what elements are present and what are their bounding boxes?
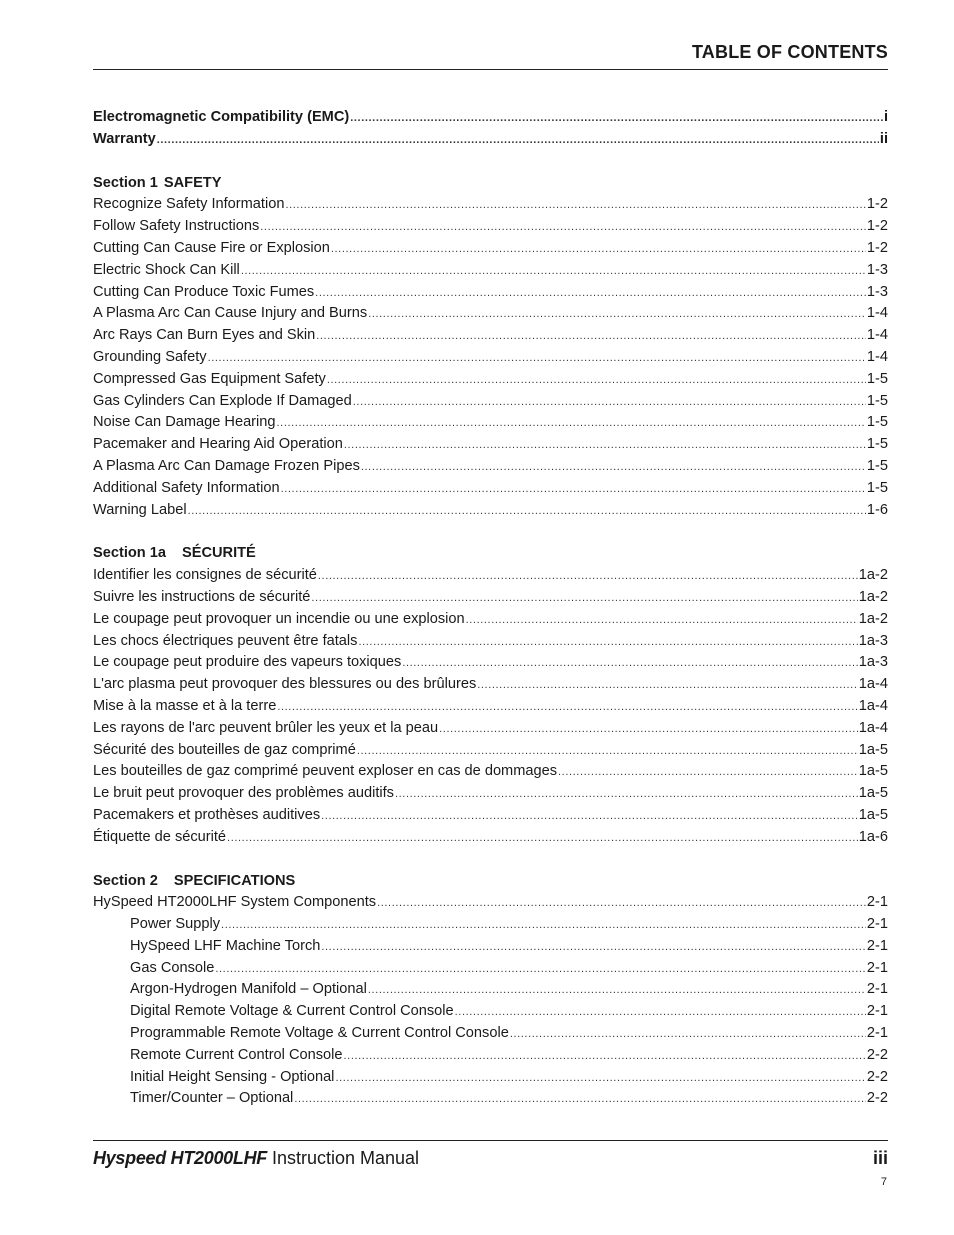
toc-entry[interactable]: [93, 347, 888, 369]
dot-leader: [311, 588, 857, 610]
dot-leader: [439, 719, 858, 741]
toc-entry[interactable]: [93, 434, 888, 456]
toc-entry-page: 1-5: [866, 392, 888, 409]
toc-entry-label: Les chocs électriques peuvent être fatals: [93, 632, 358, 649]
toc-entry-label: Recognize Safety Information: [93, 196, 285, 213]
toc-entry[interactable]: [93, 631, 888, 653]
toc-entry-page: 1a-6: [858, 828, 888, 845]
toc-entry-label: Electromagnetic Compatibility (EMC): [93, 109, 350, 125]
dot-leader: [281, 479, 866, 501]
toc-entry[interactable]: [93, 674, 888, 696]
toc-entry-page: 2-2: [866, 1046, 888, 1063]
toc-entry-page: 1a-2: [858, 567, 888, 584]
dot-leader: [353, 392, 866, 414]
toc-entry-page: 1a-2: [858, 588, 888, 605]
footer-divider: [93, 1140, 888, 1141]
toc-entry[interactable]: [93, 696, 888, 718]
toc-entry[interactable]: [93, 587, 888, 609]
toc-entry-label: Warranty: [93, 130, 156, 147]
dot-leader: [321, 937, 866, 959]
toc-entry[interactable]: [93, 456, 888, 478]
section-entries: [93, 565, 888, 848]
toc-entry-label: Cutting Can Produce Toxic Fumes: [93, 283, 315, 300]
toc-entry-label: Gas Console: [130, 959, 215, 976]
toc-entry-label: Warning Label: [93, 501, 187, 518]
toc-entry[interactable]: [93, 282, 888, 304]
toc-entry-page: 1-5: [866, 457, 888, 474]
toc-entry-label: Noise Can Damage Hearing: [93, 414, 276, 431]
toc-entry[interactable]: [93, 892, 888, 914]
toc-entry-label: Remote Current Control Console: [130, 1046, 343, 1063]
dot-leader: [466, 610, 858, 632]
toc-entry-label: Digital Remote Voltage & Current Control Console: [130, 1003, 454, 1020]
toc-entry[interactable]: [93, 740, 888, 762]
toc-entry[interactable]: [93, 391, 888, 413]
section-number: Section 1a: [93, 545, 166, 562]
toc-entry[interactable]: [93, 369, 888, 391]
section-heading: [93, 173, 888, 195]
toc-entry-label: A Plasma Arc Can Damage Frozen Pipes: [93, 457, 360, 474]
toc-entry[interactable]: [93, 1088, 888, 1110]
dot-leader: [208, 348, 866, 370]
footer-manual-label: Instruction Manual: [271, 1148, 420, 1168]
toc-entry[interactable]: [93, 805, 888, 827]
toc-entry[interactable]: [93, 478, 888, 500]
toc-entry-label: Arc Rays Can Burn Eyes and Skin: [93, 327, 316, 344]
toc-entry-label: Grounding Safety: [93, 348, 207, 365]
toc-entry-label: Compressed Gas Equipment Safety: [93, 370, 326, 387]
toc-entry-page: 1-5: [866, 414, 888, 431]
toc-entry-page: 2-1: [866, 937, 888, 954]
dot-leader: [285, 195, 865, 217]
toc-entry[interactable]: [93, 260, 888, 282]
dot-leader: [402, 653, 857, 675]
dot-leader: [377, 893, 866, 915]
toc-entry-label: HySpeed LHF Machine Torch: [130, 937, 321, 954]
toc-entry[interactable]: [93, 609, 888, 631]
toc-entry[interactable]: [93, 914, 888, 936]
toc-entry-label: Cutting Can Cause Fire or Explosion: [93, 239, 330, 256]
toc-entry-label: Initial Height Sensing - Optional: [130, 1068, 335, 1085]
toc-entry-label: Pacemakers et prothèses auditives: [93, 806, 321, 823]
toc-entry-page: ii: [879, 130, 888, 147]
toc-entry-page: 1-4: [866, 348, 888, 365]
footer-page-roman: iii: [872, 1148, 888, 1168]
toc-entry[interactable]: [93, 761, 888, 783]
toc-entry[interactable]: [93, 718, 888, 740]
toc-entry-label: Programmable Remote Voltage & Current Control Console: [130, 1025, 509, 1042]
toc-entry[interactable]: [93, 107, 888, 129]
toc-entry[interactable]: [93, 979, 888, 1001]
toc-entry[interactable]: [93, 325, 888, 347]
toc-entry-page: 2-1: [866, 981, 888, 998]
toc-entry[interactable]: [93, 1067, 888, 1089]
toc-entry-page: 1a-4: [858, 676, 888, 693]
toc-entry-label: A Plasma Arc Can Cause Injury and Burns: [93, 305, 368, 322]
toc-entry[interactable]: [93, 1001, 888, 1023]
toc-entry[interactable]: [93, 412, 888, 434]
section-name: SÉCURITÉ: [182, 545, 256, 562]
dot-leader: [318, 566, 858, 588]
dot-leader: [260, 217, 866, 239]
toc-entry[interactable]: [93, 827, 888, 849]
toc-entry-label: L'arc plasma peut provoquer des blessures ou des brûlures: [93, 676, 477, 693]
toc-entry-label: Les bouteilles de gaz comprimé peuvent exploser en cas de dommages: [93, 763, 558, 780]
toc-entry-label: Identifier les consignes de sécurité: [93, 567, 317, 584]
toc-entry-page: 1-4: [866, 327, 888, 344]
toc-entry-label: Mise à la masse et à la terre: [93, 697, 277, 714]
toc-entry[interactable]: [93, 500, 888, 522]
toc-entry-label: Suivre les instructions de sécurité: [93, 588, 311, 605]
toc-entry-page: 1a-5: [858, 785, 888, 802]
dot-leader: [241, 261, 866, 283]
toc-entry[interactable]: [93, 303, 888, 325]
toc-entry-label: Power Supply: [130, 916, 221, 933]
toc-entry-label: Argon-Hydrogen Manifold – Optional: [130, 981, 367, 998]
dot-leader: [344, 1046, 866, 1068]
toc-entry-label: Le coupage peut produire des vapeurs toxiques: [93, 654, 402, 671]
toc-entry-page: 2-1: [866, 1003, 888, 1020]
toc-entry-label: Étiquette de sécurité: [93, 828, 227, 845]
toc-entry-page: 1-5: [866, 436, 888, 453]
table-of-contents: [93, 107, 888, 1110]
dot-leader: [558, 762, 858, 784]
dot-leader: [350, 108, 883, 130]
toc-entry-page: 1a-5: [858, 763, 888, 780]
section-name: SAFETY: [163, 174, 222, 191]
toc-entry-page: 1a-4: [858, 697, 888, 714]
toc-entry-page: 2-2: [866, 1090, 888, 1107]
dot-leader: [327, 370, 866, 392]
sheet-number: 7: [880, 1176, 887, 1188]
toc-entry-page: 1-2: [866, 196, 888, 213]
dot-leader: [221, 915, 866, 937]
toc-entry-label: Le bruit peut provoquer des problèmes auditifs: [93, 785, 394, 802]
section-entries: [93, 194, 888, 521]
toc-entry-page: 2-2: [866, 1068, 888, 1085]
toc-entry-page: 1-3: [866, 261, 888, 278]
dot-leader: [477, 675, 858, 697]
dot-leader: [277, 413, 866, 435]
dot-leader: [277, 697, 857, 719]
toc-entry[interactable]: [93, 936, 888, 958]
toc-entry[interactable]: [93, 565, 888, 587]
toc-entry[interactable]: [93, 1045, 888, 1067]
toc-entry[interactable]: [93, 194, 888, 216]
section-heading: [93, 871, 888, 893]
dot-leader: [361, 457, 866, 479]
dot-leader: [455, 1002, 866, 1024]
toc-entry-page: 2-1: [866, 1025, 888, 1042]
toc-entry-label: Sécurité des bouteilles de gaz comprimé: [93, 741, 356, 758]
toc-entry-page: 1a-3: [858, 632, 888, 649]
section-heading: [93, 543, 888, 565]
dot-leader: [395, 784, 858, 806]
footer-brand: Hyspeed HT2000LHF: [93, 1148, 267, 1168]
toc-entry[interactable]: [93, 216, 888, 238]
section-number: Section 2: [93, 872, 158, 889]
header-divider: [93, 69, 888, 70]
dot-leader: [157, 130, 879, 152]
toc-entry-label: Additional Safety Information: [93, 479, 280, 496]
toc-entry-page: 1-3: [866, 283, 888, 300]
dot-leader: [215, 959, 866, 981]
toc-entry-page: 1a-2: [858, 610, 888, 627]
toc-entry-page: 1a-4: [858, 719, 888, 736]
toc-entry-page: 1a-3: [858, 654, 888, 671]
dot-leader: [344, 435, 866, 457]
dot-leader: [294, 1089, 866, 1111]
toc-entry-label: Follow Safety Instructions: [93, 218, 260, 235]
footer-manual-title: [93, 1148, 419, 1169]
dot-leader: [315, 283, 866, 305]
toc-entry-label: Les rayons de l'arc peuvent brûler les yeux et la peau: [93, 719, 439, 736]
dot-leader: [357, 741, 858, 763]
toc-entry-page: 1a-5: [858, 806, 888, 823]
toc-entry[interactable]: [93, 958, 888, 980]
toc-entry-page: 1-2: [866, 239, 888, 256]
toc-entry-page: 2-1: [866, 916, 888, 933]
toc-entry-page: 1-4: [866, 305, 888, 322]
section-entries: [93, 892, 888, 1110]
toc-entry-page: 1-6: [866, 501, 888, 518]
dot-leader: [331, 239, 866, 261]
toc-entry-page: 1-5: [866, 370, 888, 387]
toc-entry[interactable]: [93, 238, 888, 260]
dot-leader: [368, 304, 866, 326]
dot-leader: [188, 501, 866, 523]
toc-entry[interactable]: [93, 652, 888, 674]
toc-entry-page: 1-5: [866, 479, 888, 496]
toc-entry-label: Gas Cylinders Can Explode If Damaged: [93, 392, 352, 409]
toc-entry-label: HySpeed HT2000LHF System Components: [93, 894, 377, 911]
dot-leader: [358, 632, 857, 654]
toc-entry-page: 2-1: [866, 959, 888, 976]
toc-entry-page: i: [883, 109, 888, 125]
toc-entry-page: 1-2: [866, 218, 888, 235]
page-header-title: TABLE OF CONTENTS: [691, 42, 888, 62]
dot-leader: [368, 980, 866, 1002]
toc-entry[interactable]: [93, 1023, 888, 1045]
toc-entry[interactable]: [93, 783, 888, 805]
toc-entry-label: Le coupage peut provoquer un incendie ou une explosion: [93, 610, 465, 627]
dot-leader: [316, 326, 866, 348]
section-name: SPECIFICATIONS: [173, 872, 296, 889]
dot-leader: [227, 828, 858, 850]
toc-entry[interactable]: [93, 129, 888, 151]
toc-entry-page: 1a-5: [858, 741, 888, 758]
toc-entry-page: 2-1: [866, 894, 888, 911]
toc-entry-label: Pacemaker and Hearing Aid Operation: [93, 436, 343, 453]
dot-leader: [510, 1024, 866, 1046]
toc-entry-label: Electric Shock Can Kill: [93, 261, 240, 278]
section-number: Section 1: [93, 174, 158, 191]
toc-entry-label: Timer/Counter – Optional: [130, 1090, 294, 1107]
dot-leader: [335, 1068, 865, 1090]
dot-leader: [321, 806, 858, 828]
